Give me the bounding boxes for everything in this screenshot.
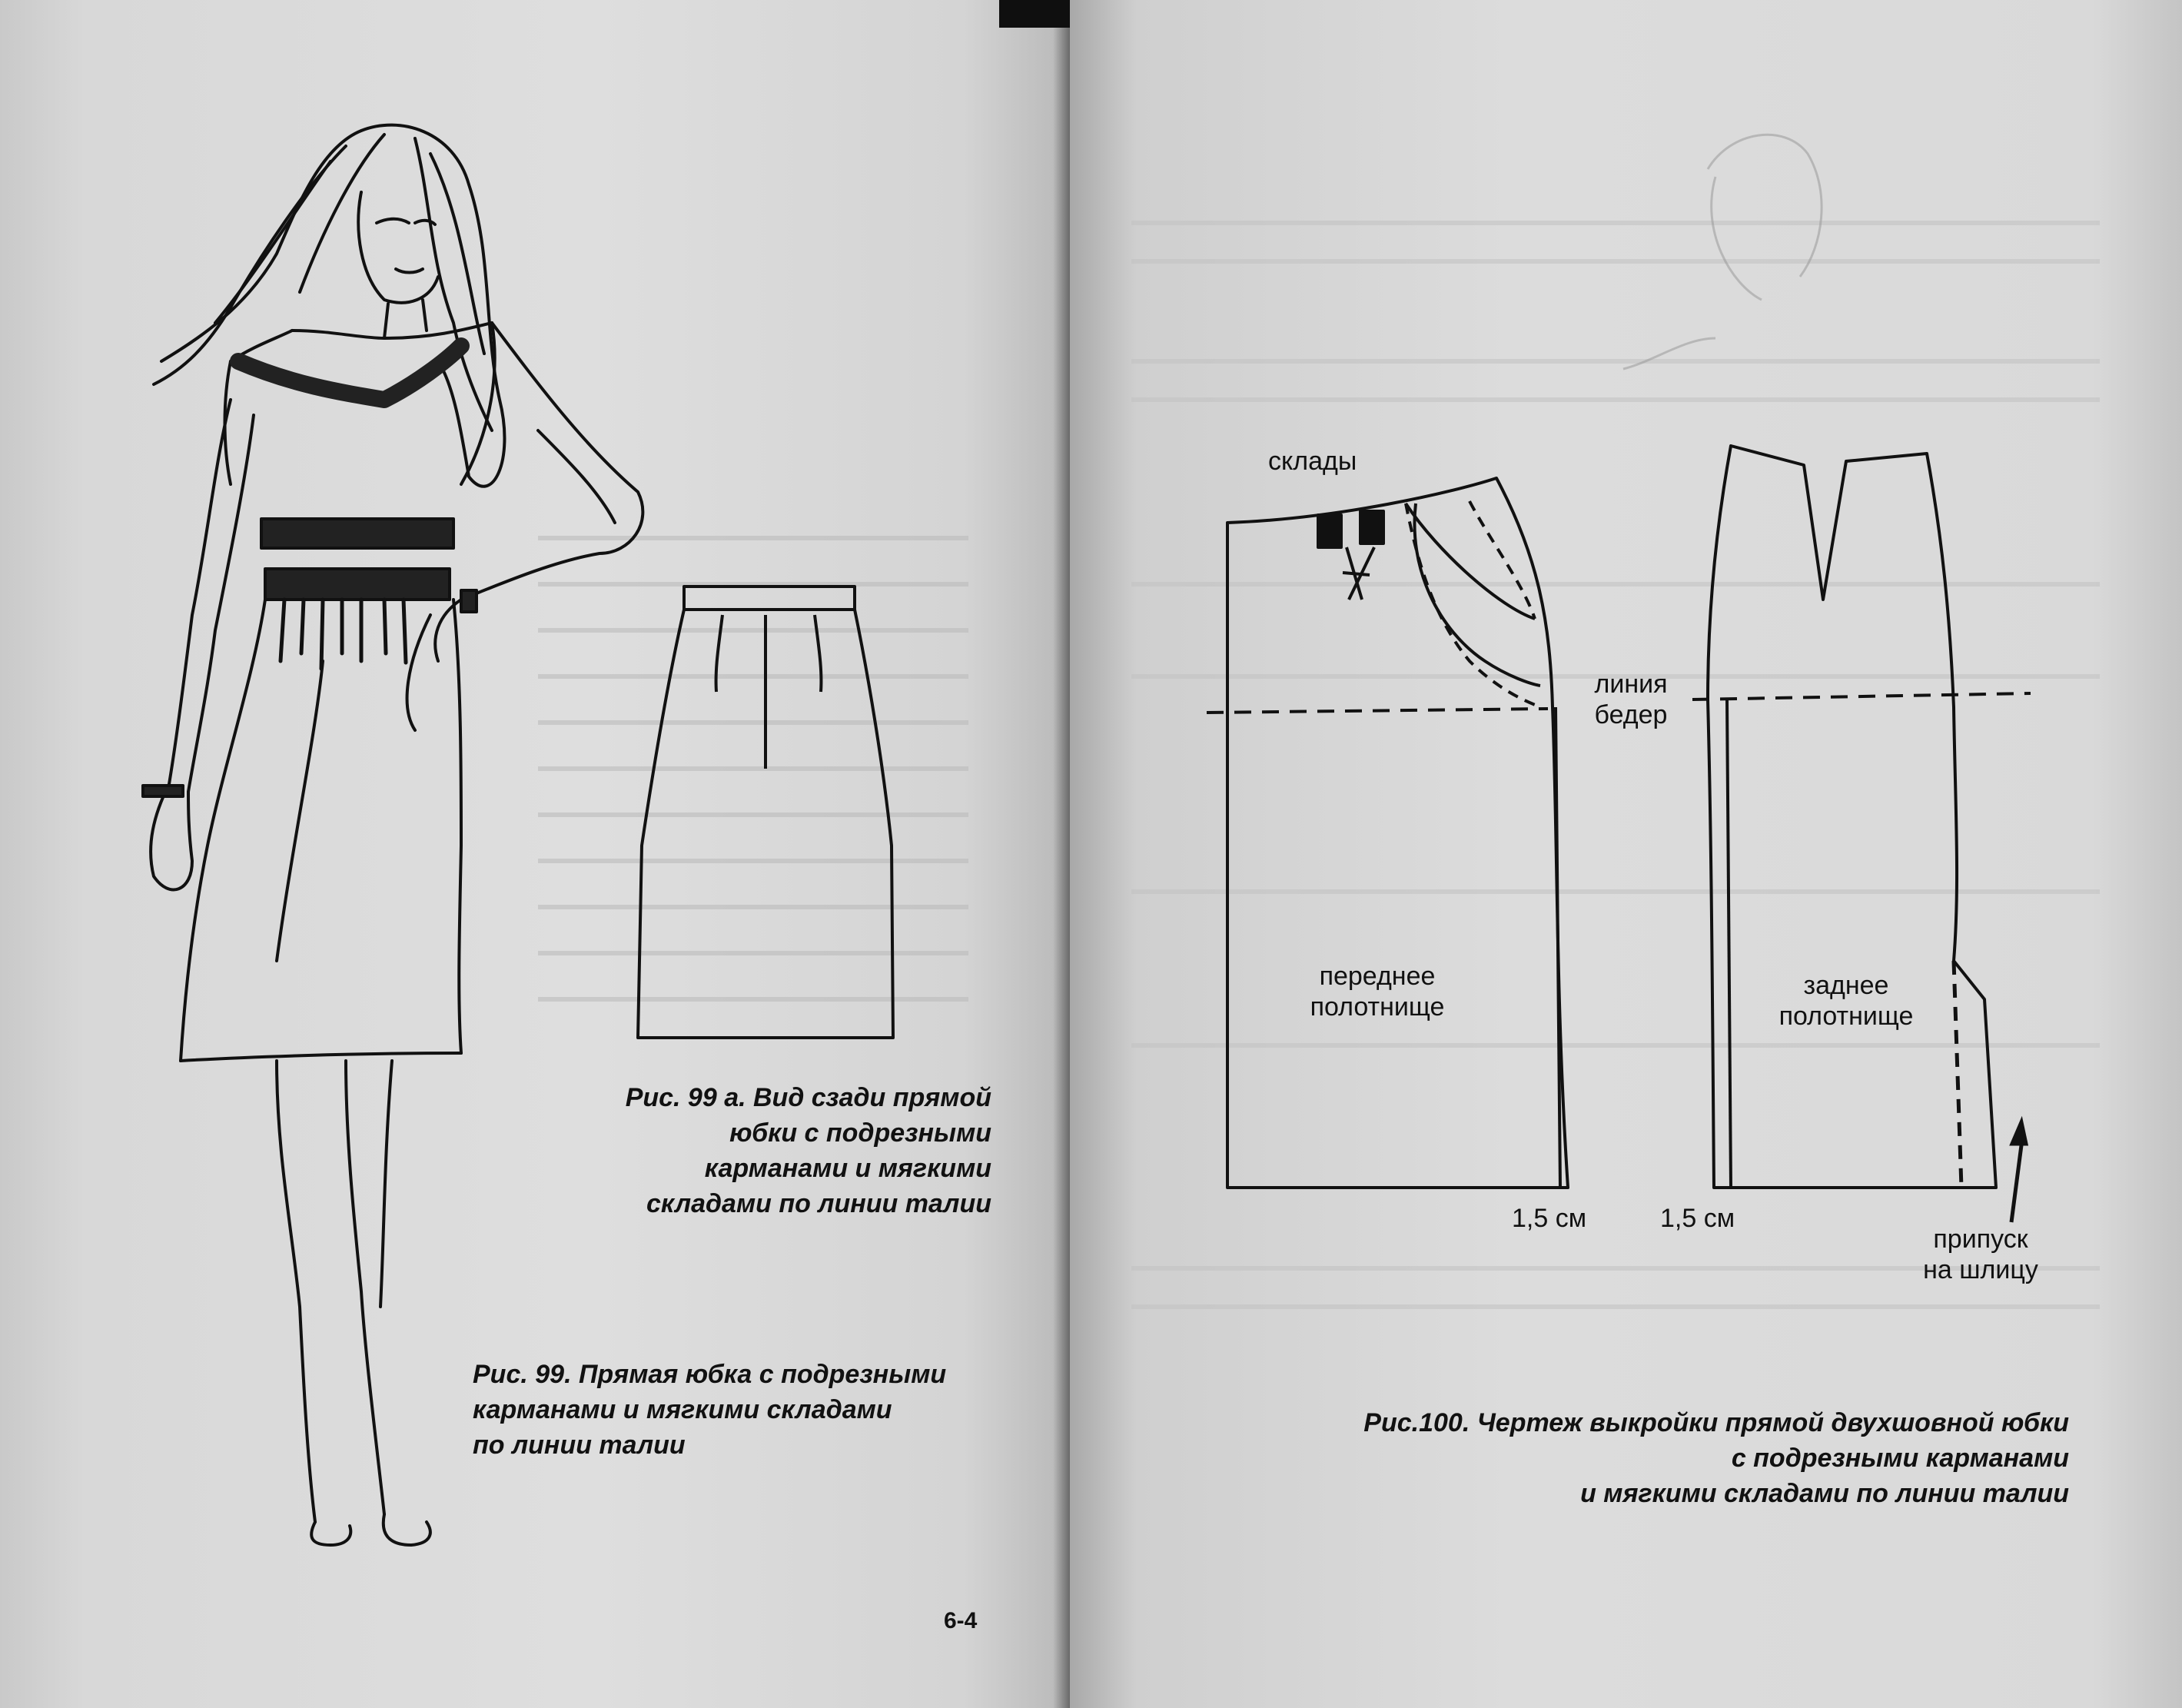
back-panel-text: заднее	[1803, 971, 1889, 1000]
label-front-panel	[1300, 961, 1454, 1022]
caption-line: и мягкими складами по линии талии	[1580, 1479, 2069, 1508]
hip-line-text: бедер	[1594, 700, 1668, 729]
figure-99-caption	[473, 1357, 1011, 1463]
right-page	[1070, 0, 2182, 1708]
caption-line: складами по линии талии	[646, 1189, 991, 1218]
caption-line: юбки с подрезными	[729, 1118, 991, 1148]
page-number: 6-4	[944, 1608, 978, 1633]
ghost-sketch	[1623, 135, 1822, 369]
slit-arrow	[2011, 1122, 2026, 1222]
left-page	[0, 0, 1070, 1708]
label-hip-line	[1569, 669, 1692, 730]
label-slit-allowance	[1904, 1224, 2057, 1285]
caption-line: Рис. 99 а. Вид сзади прямой	[625, 1083, 991, 1112]
slit-allowance-text: припуск	[1933, 1225, 2028, 1254]
caption-line: с подрезными карманами	[1731, 1444, 2069, 1473]
back-panel-text: полотнище	[1778, 1002, 1914, 1031]
figure-99a-caption	[538, 1080, 991, 1221]
caption-line: Рис.100. Чертеж выкройки прямой двухшовной юбки	[1363, 1408, 2069, 1437]
label-folds: склады	[1268, 447, 1357, 476]
front-panel-text: переднее	[1319, 962, 1436, 991]
label-front-offset: 1,5 см	[1512, 1204, 1587, 1233]
caption-line: карманами и мягкими	[704, 1154, 991, 1183]
fashion-figure	[143, 125, 643, 1545]
front-panel-text: полотнище	[1310, 992, 1445, 1022]
bleed-lines	[538, 538, 968, 999]
label-back-offset: 1,5 см	[1660, 1204, 1735, 1233]
hip-line-text: линия	[1594, 670, 1668, 699]
caption-line: Рис. 99. Прямая юбка с подрезными	[473, 1360, 947, 1389]
caption-line: карманами и мягкими складами	[473, 1395, 892, 1424]
label-back-panel	[1769, 970, 1923, 1032]
skirt-back-view	[638, 587, 893, 1038]
back-panel	[1708, 446, 1996, 1188]
figure-100-caption	[1300, 1405, 2069, 1511]
slit-allowance-text: на шлицу	[1923, 1255, 2038, 1284]
caption-line: по линии талии	[473, 1431, 686, 1460]
